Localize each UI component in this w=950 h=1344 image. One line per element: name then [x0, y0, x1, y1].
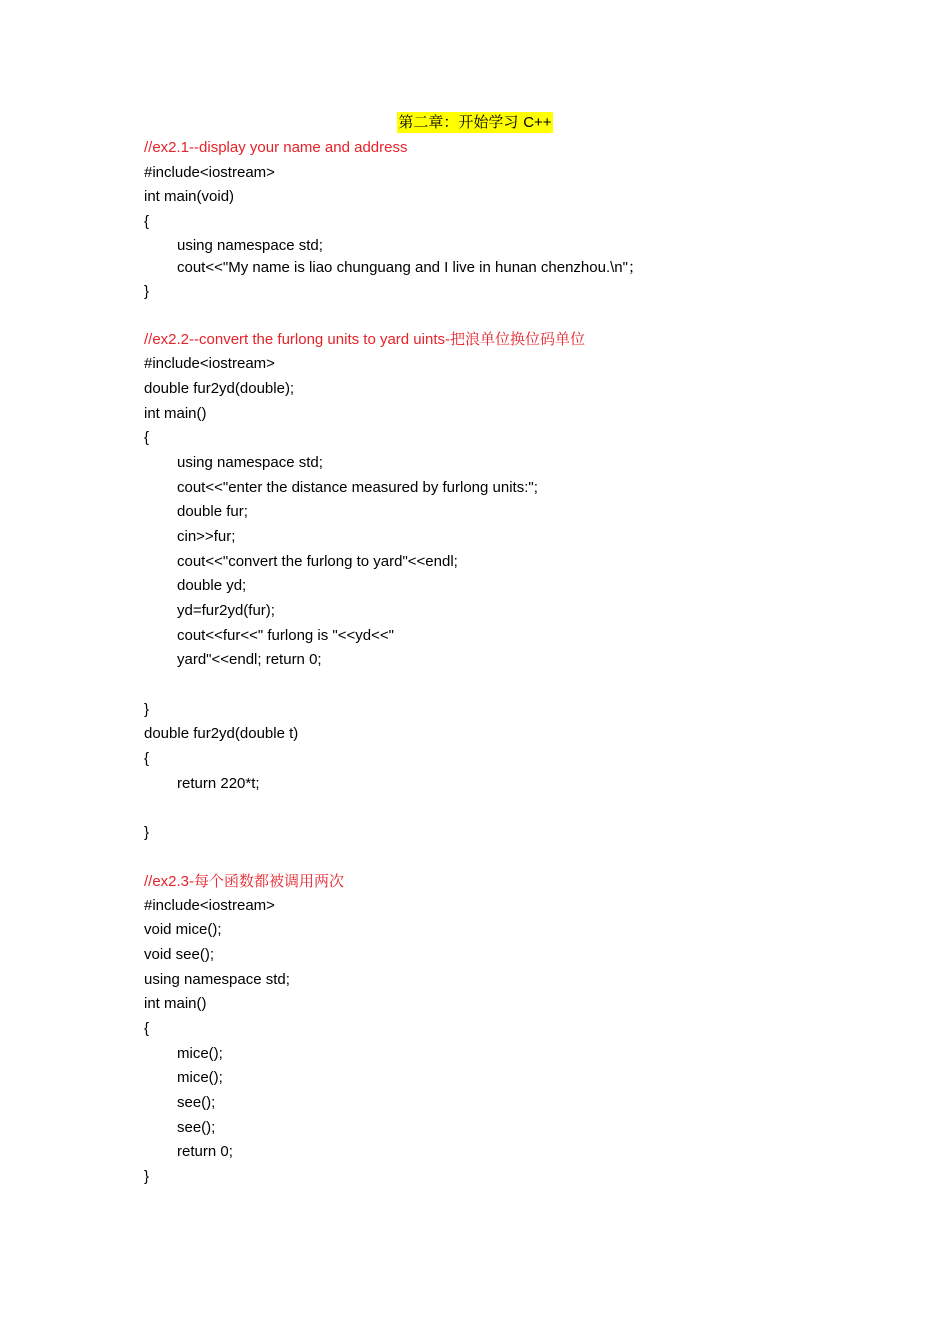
code-line: {	[144, 1020, 150, 1037]
chapter-title	[0, 112, 950, 133]
code-line: using namespace std;	[144, 970, 290, 988]
ex2-comment	[144, 327, 864, 352]
code-line: double fur;	[177, 503, 248, 521]
code-line: cout<<fur<<" furlong is "<<yd<<"	[177, 626, 394, 644]
code-line: {	[144, 429, 150, 447]
code-line: cout<<"My name is liao chunguang and I live in hunan chenzhou.\n"；	[177, 259, 643, 277]
code-line: {	[144, 750, 150, 768]
code-line: mice();	[177, 1044, 223, 1062]
code-line: {	[144, 213, 150, 231]
chapter-title-en: C++	[523, 114, 552, 131]
ex3-comment	[144, 869, 864, 894]
code-line: void see();	[144, 945, 215, 963]
code-line: }	[144, 1168, 150, 1186]
code-line: void mice();	[144, 921, 222, 939]
code-line: mice();	[177, 1069, 223, 1087]
code-line: #include<iostream>	[144, 896, 275, 914]
code-line: yd=fur2yd(fur);	[177, 602, 275, 619]
code-line: int main(void)	[144, 188, 235, 206]
chapter-title-cn: 第二章：开始学习	[398, 113, 519, 131]
blank-line	[144, 797, 864, 822]
code-line: }	[144, 824, 150, 842]
code-line: int main()	[144, 995, 207, 1013]
blank-line	[144, 673, 864, 698]
code-line: }	[144, 282, 150, 300]
code-line: }	[144, 700, 150, 718]
blank-line	[144, 304, 864, 327]
code-line: yard"<<endl; return 0;	[177, 651, 322, 669]
chapter-title-highlight	[397, 112, 552, 133]
code-line: double fur2yd(double);	[144, 379, 295, 397]
code-listing	[144, 136, 864, 1190]
code-line: double fur2yd(double t)	[144, 725, 299, 743]
code-line: #include<iostream>	[144, 163, 275, 181]
blank-line	[144, 846, 864, 869]
code-line: using namespace std;	[177, 453, 323, 471]
ex1-comment: //ex2.1--display your name and address	[144, 139, 408, 156]
ex3-comment-cn: 每个函数都被调用两次	[194, 871, 345, 890]
code-line: int main()	[144, 404, 207, 422]
code-line: #include<iostream>	[144, 355, 275, 373]
code-line: return 220*t;	[177, 774, 260, 792]
code-line: return 0;	[177, 1143, 233, 1161]
code-line: see();	[177, 1118, 216, 1136]
ex3-comment-en: //ex2.3-	[144, 872, 195, 890]
ex2-comment-en: //ex2.2--convert the furlong units to yard uints-	[144, 331, 450, 349]
code-line: cout<<"convert the furlong to yard"<<endl;	[177, 552, 458, 570]
ex2-comment-cn: 把浪单位换位码单位	[449, 330, 585, 349]
code-line: double yd;	[177, 577, 247, 595]
code-line: cout<<"enter the distance measured by furlong units:";	[177, 478, 538, 496]
code-line: using namespace std;	[177, 236, 323, 254]
code-line: see();	[177, 1094, 216, 1112]
code-line: cin>>fur;	[177, 527, 236, 545]
